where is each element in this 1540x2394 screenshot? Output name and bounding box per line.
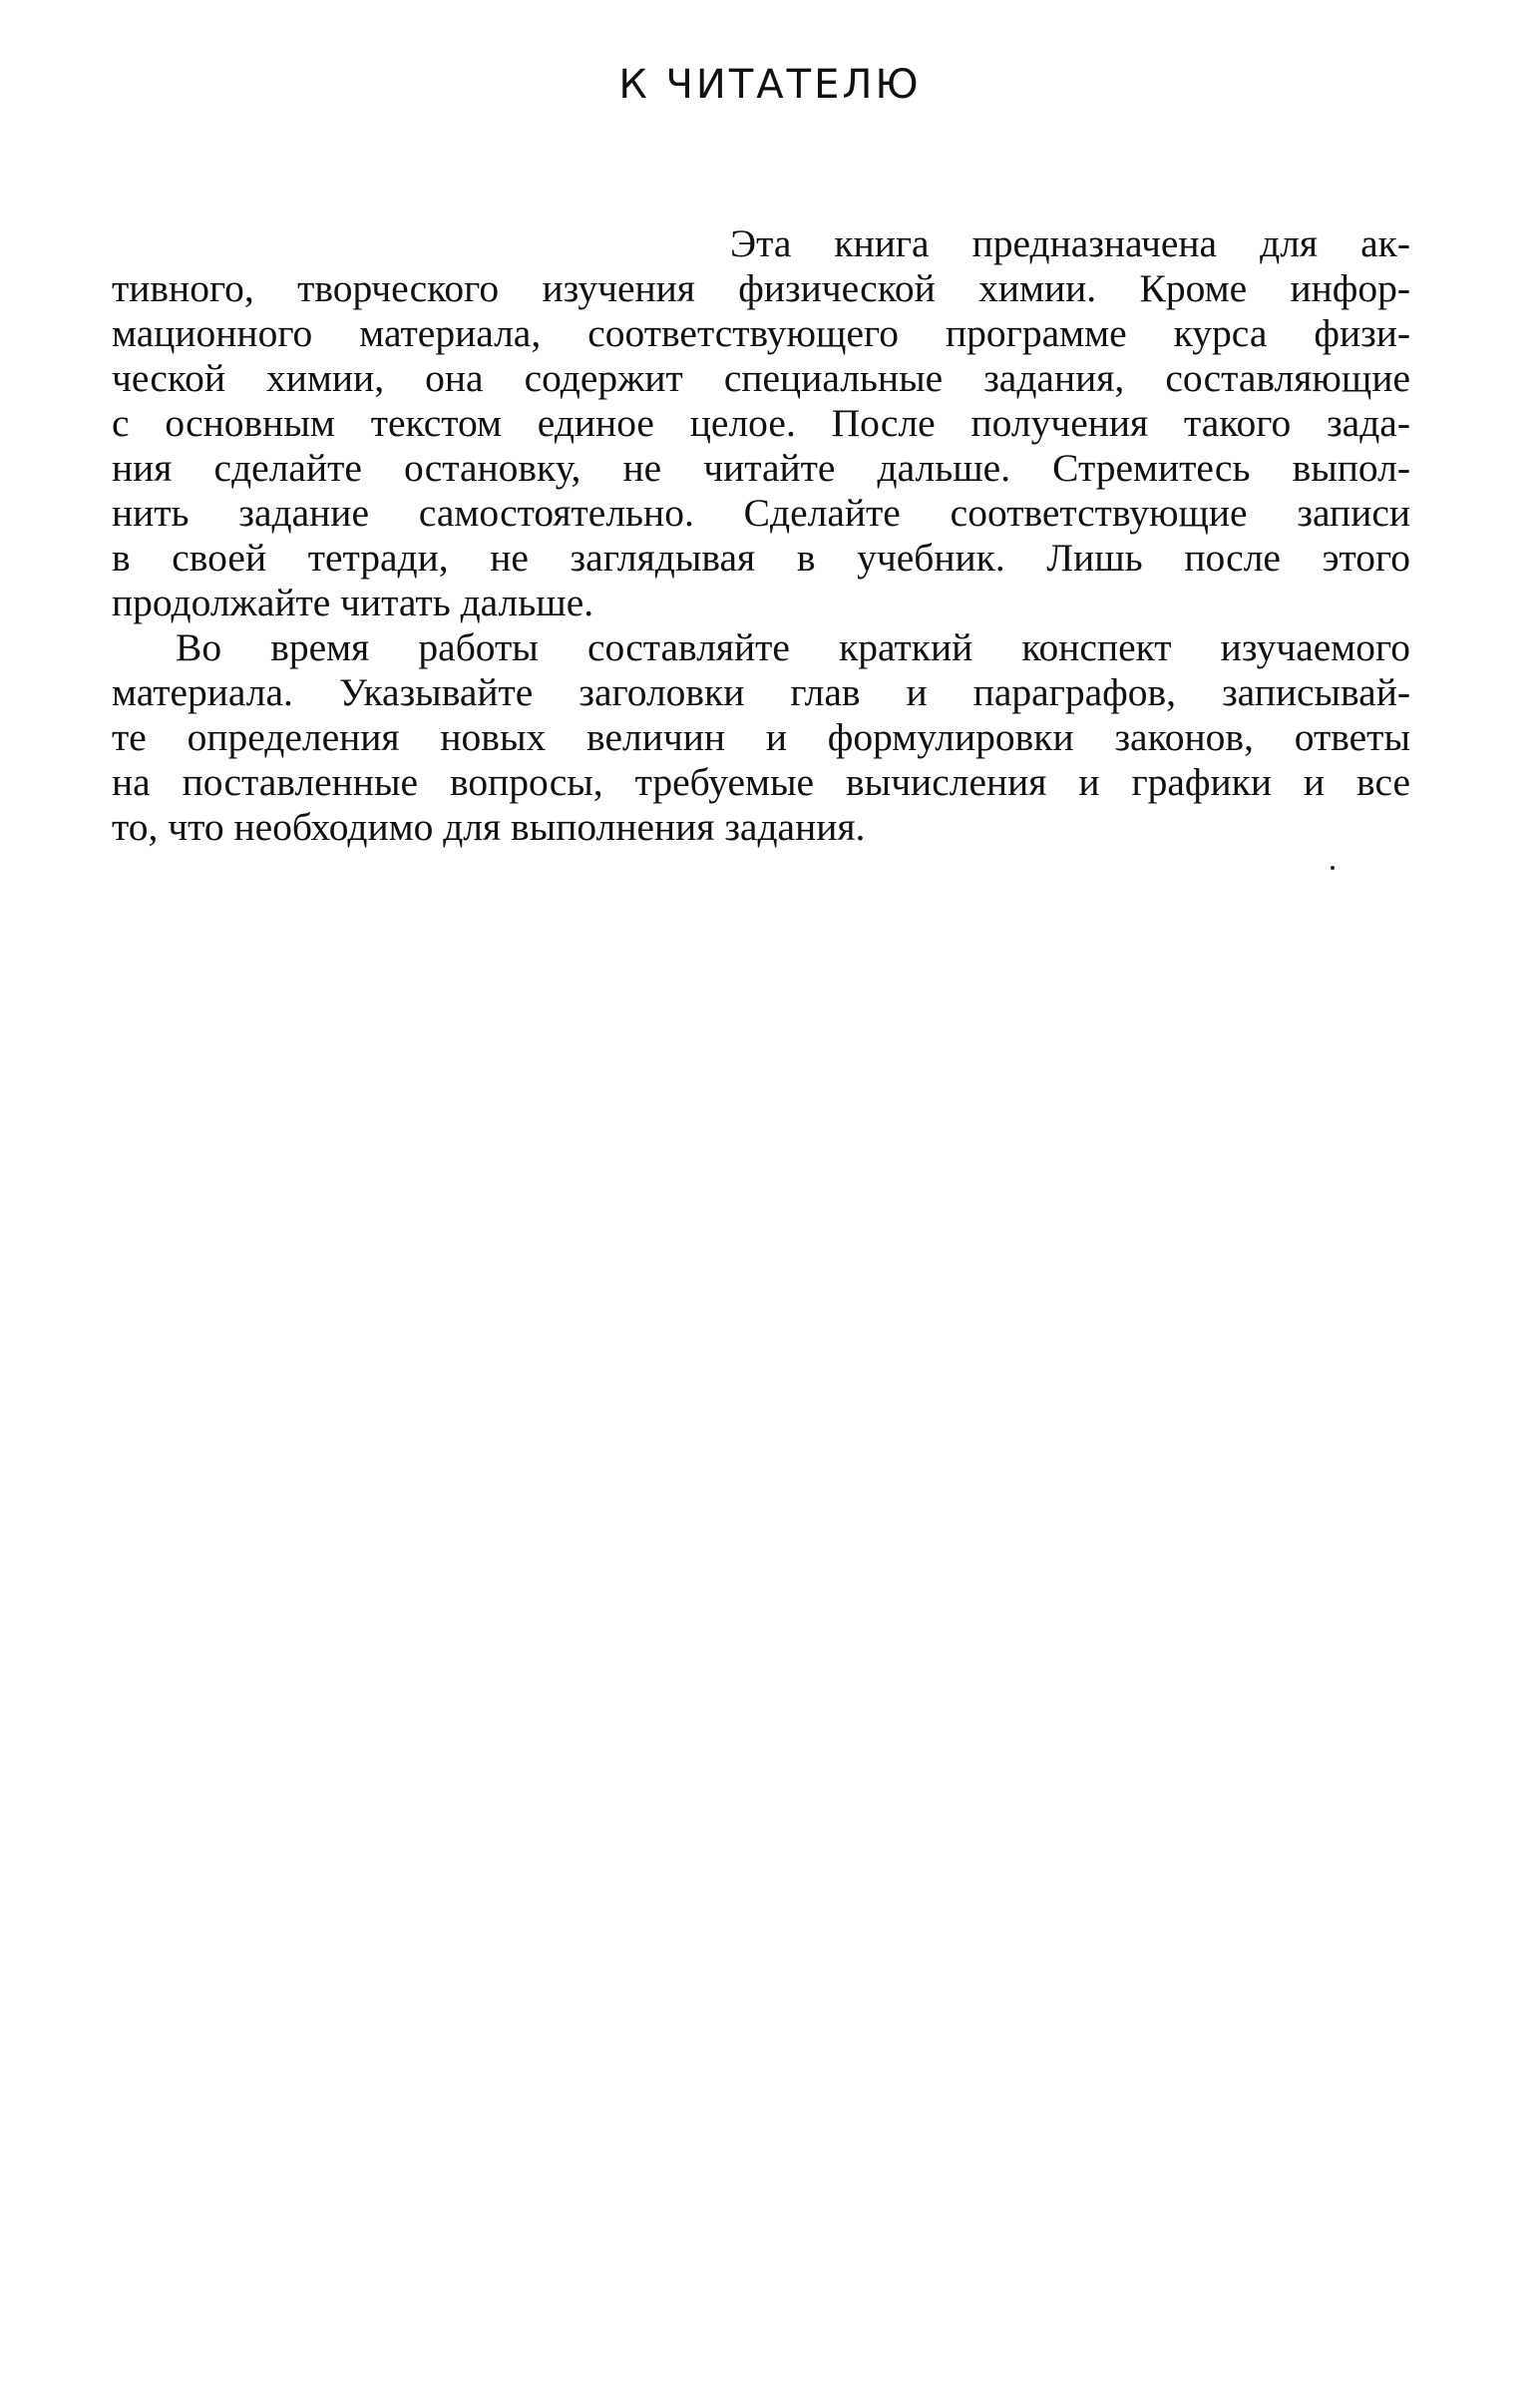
page-heading: К ЧИТАТЕЛЮ bbox=[618, 62, 922, 108]
text-line: нить задание самостоятельно. Сделайте соответствующие записи bbox=[112, 491, 1410, 535]
text-line: мационного материала, соответствующего программе курса физи- bbox=[112, 311, 1410, 355]
text-line: Эта книга предназначена для ак- bbox=[730, 221, 1410, 265]
paragraph-2 bbox=[112, 625, 1410, 850]
print-speck bbox=[1331, 866, 1335, 870]
text-line: те определения новых величин и формулировки законов, ответы bbox=[112, 715, 1410, 759]
text-line: на поставленные вопросы, требуемые вычисления и графики и все bbox=[112, 760, 1410, 804]
text-line: то, что необходимо для выполнения задания. bbox=[112, 805, 866, 849]
text-line: материала. Указывайте заголовки глав и параграфов, записывай- bbox=[112, 670, 1410, 714]
text-line: Во время работы составляйте краткий конспект изучаемого bbox=[176, 625, 1410, 669]
text-line: ческой химии, она содержит специальные задания, составляющие bbox=[112, 356, 1410, 400]
text-line: тивного, творческого изучения физической химии. Кроме инфор- bbox=[112, 266, 1410, 310]
body-text bbox=[112, 221, 1410, 850]
text-line: продолжайте читать дальше. bbox=[112, 581, 594, 624]
text-line: в своей тетради, не заглядывая в учебник. Лишь после этого bbox=[112, 536, 1410, 580]
text-line: ния сделайте остановку, не читайте дальше. Стремитесь выпол- bbox=[112, 446, 1410, 490]
text-line: с основным текстом единое целое. После получения такого зада- bbox=[112, 401, 1410, 445]
paragraph-1 bbox=[112, 221, 1410, 625]
